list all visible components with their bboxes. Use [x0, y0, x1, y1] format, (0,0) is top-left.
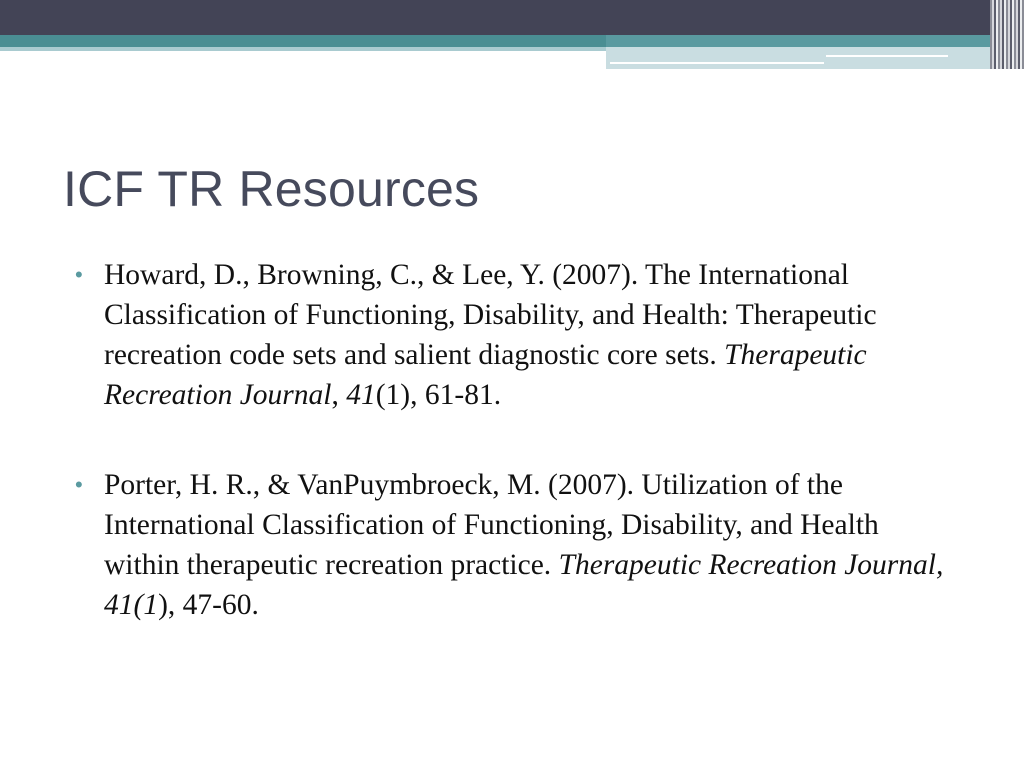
reference-item	[75, 465, 955, 625]
reference-list	[75, 255, 955, 625]
header-vertical-stripes	[990, 0, 1024, 69]
reference-journal: Therapeutic Recreation Journal, 41(1	[104, 549, 944, 621]
header-accent-line	[610, 62, 824, 64]
header-dark-band	[0, 0, 1024, 35]
reference-volume: 41	[346, 379, 376, 411]
header-light-band	[0, 47, 606, 51]
header-teal-band-right	[606, 35, 1024, 47]
reference-issue-pages: (1), 61-81.	[375, 379, 502, 411]
slide-title: ICF TR Resources	[63, 161, 480, 217]
header-light-band-right	[606, 47, 1000, 69]
reference-item	[75, 255, 955, 415]
header-accent-line	[826, 55, 948, 57]
header-teal-band	[0, 35, 606, 47]
reference-authors: Howard, D., Browning, C., & Lee, Y. (2007). The International Classification of Functioning, Disability, and Health: Therapeutic recreation code sets and salient diagnostic core sets.	[104, 259, 877, 371]
reference-issue-pages: ), 47-60.	[158, 589, 259, 621]
reference-separator: ,	[331, 379, 347, 411]
bullet-icon: •	[75, 262, 83, 287]
bullet-icon: •	[75, 472, 83, 497]
reference-authors: Porter, H. R., & VanPuymbroeck, M. (2007). Utilization of the International Classification of Functioning, Disability, and Health within therapeutic recreation practice.	[104, 469, 879, 581]
reference-journal: Therapeutic Recreation Journal	[104, 339, 867, 411]
